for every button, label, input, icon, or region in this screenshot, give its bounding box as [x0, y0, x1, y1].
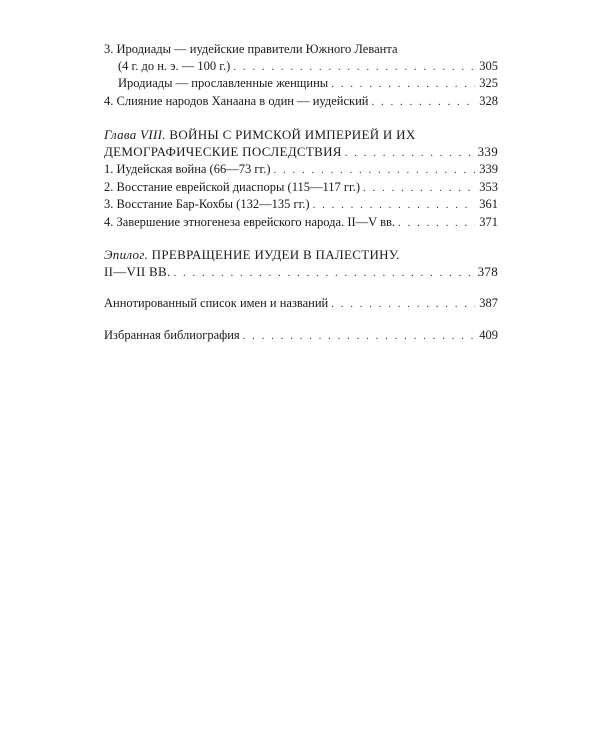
page-number: 361: [479, 197, 498, 211]
leader-dots: [273, 162, 475, 179]
leader-dots: [345, 145, 475, 162]
leader-dots: [371, 94, 475, 111]
toc-entry-merging-peoples[interactable]: [104, 93, 498, 111]
page-number: 339: [477, 143, 498, 159]
toc-entry-label: Аннотированный список имен и названий: [104, 296, 329, 310]
table-of-contents: [104, 41, 498, 344]
toc-entry-label: 4. Завершение этногенеза еврейского народа. II—V вв.: [104, 214, 396, 229]
epilogue-title-line2: II—VII ВВ.: [104, 263, 171, 279]
toc-entry-label: 3. Восстание Бар-Кохбы (132—135 гг.): [104, 197, 310, 211]
chapter-title-line2: ДЕМОГРАФИЧЕСКИЕ ПОСЛЕДСТВИЯ: [104, 143, 342, 159]
leader-dots: [313, 197, 475, 214]
toc-entry-jewish-war[interactable]: [104, 161, 498, 179]
epilogue-title-line1: ПРЕВРАЩЕНИЕ ИУДЕИ В ПАЛЕСТИНУ.: [151, 247, 400, 262]
chapter-title-line1: ВОЙНЫ С РИМСКОЙ ИМПЕРИЕЙ И ИХ: [169, 127, 416, 142]
leader-dots: [174, 265, 475, 282]
toc-entry-diaspora-revolt[interactable]: [104, 179, 498, 197]
leader-dots: [363, 180, 475, 197]
page-number: 305: [479, 58, 498, 73]
page-number: 378: [477, 263, 498, 279]
page-number: 353: [479, 179, 498, 194]
epilogue-prefix: Эпилог.: [104, 247, 149, 262]
leader-dots: [331, 296, 475, 313]
toc-entry-label: Иродиады — прославленные женщины: [118, 76, 329, 90]
toc-entry-annotated-index[interactable]: [104, 295, 498, 313]
toc-entry-label: 1. Иудейская война (66—73 гг.): [104, 162, 271, 176]
toc-entry-chapter-8[interactable]: [104, 144, 498, 162]
page-number: 371: [479, 214, 498, 229]
toc-entry-epilogue[interactable]: [104, 264, 498, 282]
page-number: 339: [479, 162, 498, 176]
epilogue-heading: [104, 247, 498, 264]
toc-entry-herodian-women[interactable]: [104, 75, 498, 93]
toc-entry-bibliography[interactable]: [104, 327, 498, 345]
toc-entry-label: 2. Восстание еврейской диаспоры (115—117 гг.): [104, 179, 361, 194]
chapter-prefix: Глава VIII.: [104, 127, 166, 142]
page-number: 328: [479, 93, 498, 108]
toc-entry-herodians-title: 3. Иродиады — иудейские правители Южного Леванта: [104, 42, 398, 56]
page-number: 325: [479, 76, 498, 90]
toc-entry-label: 4. Слияние народов Ханаана в один — иудейский: [104, 93, 369, 108]
leader-dots: [331, 76, 475, 93]
toc-entry-label: Избранная библиография: [104, 327, 240, 342]
leader-dots: [398, 215, 475, 232]
toc-entry-label: (4 г. до н. э. — 100 г.): [118, 58, 231, 73]
chapter-8-heading: [104, 127, 498, 144]
page-number: 387: [479, 296, 498, 310]
toc-entry-herodians[interactable]: [104, 58, 498, 76]
leader-dots: [233, 59, 475, 76]
page-number: 409: [479, 327, 498, 342]
toc-entry-ethnogenesis[interactable]: [104, 214, 498, 232]
toc-entry-bar-kokhba-revolt[interactable]: [104, 196, 498, 214]
leader-dots: [243, 328, 475, 345]
